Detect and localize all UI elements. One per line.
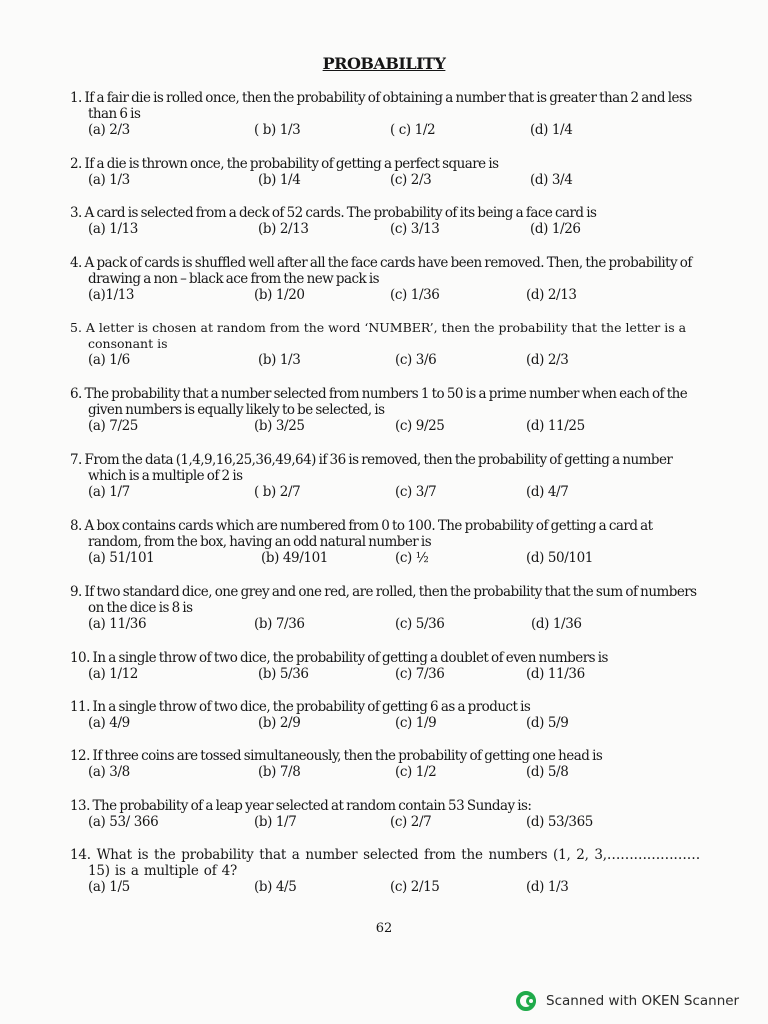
option-c: (c) 3/6 [395, 352, 437, 368]
option-c: (c) 2/3 [390, 172, 432, 188]
option-d: (d) 1/26 [530, 221, 581, 237]
option-c: (c) 7/36 [395, 666, 445, 682]
option-c: (c) 2/15 [390, 879, 440, 895]
option-b: (b) 1/3 [258, 352, 301, 368]
option-d: (d) 4/7 [526, 484, 569, 500]
option-c: (c) ½ [395, 550, 429, 566]
options-row [70, 122, 700, 139]
page-number: 62 [375, 921, 393, 936]
options-row [70, 172, 700, 189]
option-b: (b) 49/101 [261, 550, 328, 566]
options-row [70, 666, 700, 683]
options-row [70, 814, 700, 831]
option-d: (d) 50/101 [526, 550, 593, 566]
question-text: 3. A card is selected from a deck of 52 cards. The probability of its being a face card is [70, 205, 597, 221]
question-text: 5. A letter is chosen at random from the word ‘NUMBER’, then the probability that the letter is a consonant is [70, 320, 687, 351]
question-text: 11. In a single throw of two dice, the probability of getting 6 as a product is [70, 699, 531, 715]
page-title: PROBABILITY [322, 54, 446, 73]
option-b: ( b) 2/7 [254, 484, 301, 500]
option-a: (a)1/13 [88, 287, 135, 303]
options-row [70, 287, 700, 304]
option-b: (b) 1/7 [254, 814, 297, 830]
question-4 [70, 255, 700, 304]
question-11 [70, 699, 700, 732]
question-5 [70, 320, 700, 369]
option-a: (a) 1/7 [88, 484, 130, 500]
question-7 [70, 452, 700, 501]
options-row [70, 879, 700, 896]
question-1 [70, 90, 700, 139]
options-row [70, 715, 700, 732]
option-a: (a) 3/8 [88, 764, 130, 780]
option-a: (a) 1/3 [88, 172, 130, 188]
option-a: (a) 1/12 [88, 666, 138, 682]
option-b: (b) 1/20 [254, 287, 305, 303]
options-row [70, 221, 700, 238]
question-14 [70, 847, 700, 896]
option-d: (d) 5/8 [526, 764, 569, 780]
option-a: (a) 2/3 [88, 122, 130, 138]
option-c: (c) 1/9 [395, 715, 437, 731]
options-row [70, 764, 700, 781]
question-9 [70, 584, 700, 633]
option-c: (c) 1/36 [390, 287, 440, 303]
options-row [70, 352, 700, 369]
option-d: (d) 11/25 [526, 418, 585, 434]
option-b: (b) 2/13 [258, 221, 309, 237]
scanner-watermark [516, 990, 739, 1012]
option-a: (a) 1/13 [88, 221, 138, 237]
option-d: (d) 1/36 [531, 616, 582, 632]
option-d: (d) 1/3 [526, 879, 569, 895]
options-row [70, 550, 700, 567]
option-b: ( b) 1/3 [254, 122, 301, 138]
option-a: (a) 51/101 [88, 550, 155, 566]
question-2 [70, 156, 700, 189]
option-c: ( c) 1/2 [390, 122, 436, 138]
option-c: (c) 3/7 [395, 484, 437, 500]
question-12 [70, 748, 700, 781]
option-d: (d) 2/13 [526, 287, 577, 303]
option-d: (d) 3/4 [530, 172, 573, 188]
question-text: 4. A pack of cards is shuffled well after all the face cards have been removed. Then, the probability of drawing a non – black ace from the new pack is [70, 255, 692, 287]
question-text: 8. A box contains cards which are numbered from 0 to 100. The probability of getting a card at random, from the box, having an odd natural number is [70, 518, 653, 550]
scanner-watermark-text: Scanned with OKEN Scanner [546, 993, 740, 1009]
question-text: 13. The probability of a leap year selected at random contain 53 Sunday is: [70, 798, 532, 814]
option-d: (d) 53/365 [526, 814, 593, 830]
option-c: (c) 1/2 [395, 764, 437, 780]
option-c: (c) 5/36 [395, 616, 445, 632]
option-d: (d) 2/3 [526, 352, 569, 368]
option-a: (a) 1/6 [88, 352, 130, 368]
option-b: (b) 2/9 [258, 715, 301, 731]
option-b: (b) 1/4 [258, 172, 301, 188]
option-d: (d) 5/9 [526, 715, 569, 731]
options-row [70, 418, 700, 435]
option-c: (c) 9/25 [395, 418, 445, 434]
option-a: (a) 11/36 [88, 616, 147, 632]
option-a: (a) 53/ 366 [88, 814, 159, 830]
question-3 [70, 205, 700, 238]
option-b: (b) 5/36 [258, 666, 309, 682]
question-text: 10. In a single throw of two dice, the probability of getting a doublet of even numbers is [70, 650, 608, 666]
option-b: (b) 3/25 [254, 418, 305, 434]
options-row [70, 484, 700, 501]
option-a: (a) 1/5 [88, 879, 130, 895]
option-c: (c) 2/7 [390, 814, 432, 830]
question-text: 6. The probability that a number selected from numbers 1 to 50 is a prime number when each of the given numbers is equally likely to be selected, is [70, 386, 688, 418]
option-b: (b) 4/5 [254, 879, 297, 895]
question-text: 7. From the data (1,4,9,16,25,36,49,64) if 36 is removed, then the probability of getting a number which is a multiple of 2 is [70, 452, 673, 484]
option-b: (b) 7/8 [258, 764, 301, 780]
question-6 [70, 386, 700, 435]
option-b: (b) 7/36 [254, 616, 305, 632]
options-row [70, 616, 700, 633]
question-text: 9. If two standard dice, one grey and one red, are rolled, then the probability that the sum of numbers on the dice is 8 is [70, 584, 697, 616]
question-text: 14. What is the probability that a number selected from the numbers (1, 2, 3,…………………15) is a multiple of 4? [70, 847, 700, 879]
question-8 [70, 518, 700, 567]
option-d: (d) 1/4 [530, 122, 573, 138]
question-text: 1. If a fair die is rolled once, then the probability of obtaining a number that is greater than 2 and less than 6 is [70, 90, 692, 122]
question-text: 12. If three coins are tossed simultaneously, then the probability of getting one head is [70, 748, 603, 764]
question-text: 2. If a die is thrown once, the probability of getting a perfect square is [70, 156, 499, 172]
option-a: (a) 7/25 [88, 418, 138, 434]
option-a: (a) 4/9 [88, 715, 130, 731]
question-10 [70, 650, 700, 683]
question-13 [70, 798, 700, 831]
option-c: (c) 3/13 [390, 221, 440, 237]
oken-scanner-logo-icon [516, 991, 540, 1011]
option-d: (d) 11/36 [526, 666, 585, 682]
